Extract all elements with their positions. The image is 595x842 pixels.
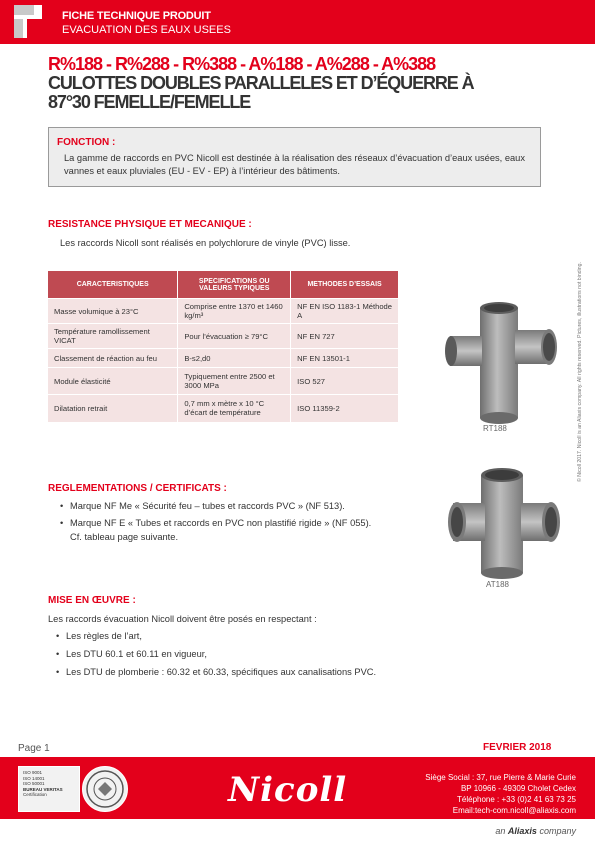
mise-heading: MISE EN ŒUVRE : [48,595,136,606]
table-row [48,368,399,395]
document-date: FEVRIER 2018 [483,742,552,753]
company-address: Siège Social : 37, rue Pierre & Marie Curie BP 10966 - 49309 Cholet Cedex Téléphone : +33 (0)2 41 63 73 25 Email:tech-com.nicoll@aliaxis.com [425,773,576,815]
table-cell: Température ramollissement VICAT [48,324,178,349]
product-image-at188 [445,465,565,580]
table-header: SPECIFICATIONS OU VALEURS TYPIQUES [178,271,291,299]
table-header-row [48,271,399,299]
bullet-icon: • [60,501,64,511]
image-caption-at188: AT188 [486,580,509,589]
table-cell: Masse volumique à 23°C [48,299,178,324]
bureau-veritas-seal-icon [82,766,128,812]
aliaxis-company-line: an Aliaxis company [495,826,576,836]
page-title-line-1: CULOTTES DOUBLES PARALLELES ET D’ÉQUERRE À [48,73,474,93]
table-cell: Pour l’évacuation ≥ 79°C [178,324,291,349]
header-title: FICHE TECHNIQUE PRODUIT [62,10,211,22]
table-cell: Dilatation retrait [48,395,178,422]
table-cell: NF EN ISO 1183-1 Méthode A [291,299,399,324]
resistance-heading: RESISTANCE PHYSIQUE ET MECANIQUE : [48,219,252,230]
table-row [48,324,399,349]
product-image-rt188 [440,290,565,430]
nicoll-logo: Nicoll [228,770,348,810]
table-cell: ISO 527 [291,368,399,395]
page-number: Page 1 [18,743,50,754]
bullet-icon: • [60,518,64,528]
bullet-icon: • [56,667,60,677]
bullet-icon: • [56,649,60,659]
table-cell: NF EN 13501-1 [291,349,399,368]
table-row [48,395,399,422]
table-row [48,349,399,368]
table-header: CARACTERISTIQUES [48,271,178,299]
nicoll-mark-icon [14,5,42,38]
fonction-box [48,127,541,187]
list-item: • Les règles de l’art, [56,631,142,641]
table-cell: Comprise entre 1370 et 1460 kg/m³ [178,299,291,324]
table-cell: Classement de réaction au feu [48,349,178,368]
table-cell: Module élasticité [48,368,178,395]
fonction-heading: FONCTION : [57,137,116,148]
fonction-text: La gamme de raccords en PVC Nicoll est destinée à la réalisation des réseaux d’évacuation d’eaux usées, eaux vannes et eaux pluviales (EU - EV - EP) à l’intérieur des bâtiments. [64,153,525,176]
certification-badge-icon: ISO 9001 ISO 14001 ISO 50001 BUREAU VERITAS Certification [18,766,80,812]
list-item: • Les DTU 60.1 et 60.11 en vigueur, [56,649,207,659]
table-cell: NF EN 727 [291,324,399,349]
table-cell: 0,7 mm x mètre x 10 °C d’écart de température [178,395,291,422]
image-caption-rt188: RT188 [483,424,507,433]
page-title-line-2: 87°30 FEMELLE/FEMELLE [48,92,251,112]
copyright-notice: © Nicoll 2017. Nicoll is an Aliaxis company. All rights reserved. Pictures, illustrations not binding. [577,262,583,482]
table-row [48,299,399,324]
list-item: • Les DTU de plomberie : 60.32 et 60.33, spécifiques aux canalisations PVC. [56,667,377,677]
table-cell: B-s2,d0 [178,349,291,368]
product-references: R%188 - R%288 - R%388 - A%188 - A%288 - A%388 [48,54,436,74]
bullet-icon: • [56,631,60,641]
table-cell: ISO 11359-2 [291,395,399,422]
list-item: Cf. tableau page suivante. [70,532,179,542]
header-subtitle: EVACUATION DES EAUX USEES [62,24,231,36]
list-item: • Marque NF E « Tubes et raccords en PVC non plastifié rigide » (NF 055). [60,518,372,528]
list-item: • Marque NF Me « Sécurité feu – tubes et raccords PVC » (NF 513). [60,501,345,511]
table-cell: Typiquement entre 2500 et 3000 MPa [178,368,291,395]
resistance-text: Les raccords Nicoll sont réalisés en polychlorure de vinyle (PVC) lisse. [60,238,351,248]
table-header: METHODES D’ESSAIS [291,271,399,299]
reglementations-heading: REGLEMENTATIONS / CERTIFICATS : [48,483,227,494]
spec-table [48,271,399,422]
mise-intro: Les raccords évacuation Nicoll doivent être posés en respectant : [48,614,317,624]
header-band [0,0,595,44]
